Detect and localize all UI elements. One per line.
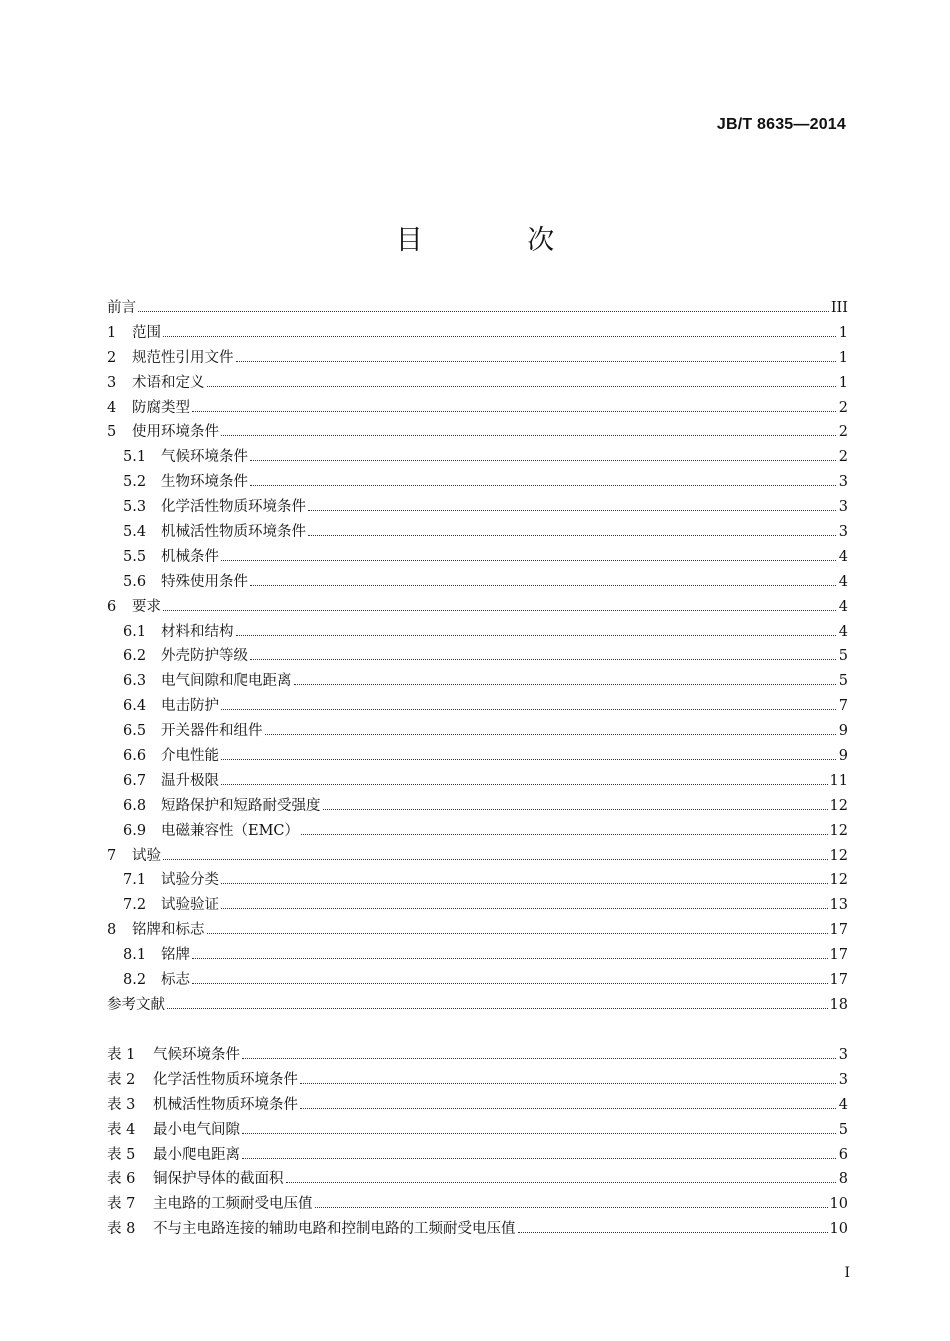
toc-entry[interactable] <box>107 371 848 396</box>
table-list-entry[interactable] <box>107 1167 848 1192</box>
entry-page: 11 <box>829 772 848 789</box>
entry-page: 12 <box>829 847 848 864</box>
entry-label: 铭牌和标志 <box>132 922 205 939</box>
dot-leader <box>221 784 828 785</box>
entry-page: 13 <box>829 897 848 914</box>
entry-page: 18 <box>829 996 848 1013</box>
entry-label: 规范性引用文件 <box>132 349 234 366</box>
dot-leader <box>221 560 836 561</box>
dot-leader <box>207 386 837 387</box>
toc-entry[interactable] <box>107 769 848 794</box>
entry-label: 要求 <box>132 598 161 615</box>
toc-entry[interactable] <box>107 545 848 570</box>
entry-label: 防腐类型 <box>132 399 190 416</box>
entry-number: 7.1 <box>123 872 147 889</box>
dot-leader <box>242 1133 836 1134</box>
entry-page: 3 <box>838 1047 848 1063</box>
entry-label: 铜保护导体的截面积 <box>153 1171 284 1188</box>
entry-page: 3 <box>838 499 848 516</box>
entry-number: 表 1 <box>107 1047 136 1063</box>
entry-label: 机械活性物质环境条件 <box>153 1096 298 1113</box>
toc-entry[interactable] <box>107 296 848 321</box>
entry-label: 气候环境条件 <box>153 1047 240 1063</box>
entry-number: 8.1 <box>123 947 147 964</box>
dot-leader <box>236 361 837 362</box>
dot-leader <box>242 1158 836 1159</box>
entry-number: 6.7 <box>123 772 147 789</box>
entry-label: 外壳防护等级 <box>161 648 248 665</box>
entry-page: 10 <box>829 1221 848 1238</box>
table-of-contents <box>107 296 848 1018</box>
dot-leader <box>323 809 828 810</box>
entry-number: 6 <box>107 598 117 615</box>
entry-label: 铭牌 <box>161 947 190 964</box>
dot-leader <box>207 933 828 934</box>
entry-number: 表 5 <box>107 1146 136 1163</box>
entry-page: 17 <box>829 922 848 939</box>
toc-entry[interactable] <box>107 669 848 694</box>
entry-page: 2 <box>838 399 848 416</box>
toc-entry[interactable] <box>107 620 848 645</box>
entry-page: 5 <box>838 1121 848 1138</box>
entry-page: 1 <box>838 349 848 366</box>
entry-page: 1 <box>838 324 848 341</box>
dot-leader <box>308 535 836 536</box>
entry-number: 表 6 <box>107 1171 136 1188</box>
dot-leader <box>286 1182 837 1183</box>
dot-leader <box>167 1008 828 1009</box>
entry-page: 8 <box>838 1171 848 1188</box>
entry-page: 12 <box>829 797 848 814</box>
entry-label: 最小爬电距离 <box>153 1146 240 1163</box>
toc-entry[interactable] <box>107 595 848 620</box>
entry-label: 前言 <box>107 300 136 316</box>
dot-leader <box>221 908 828 909</box>
entry-label: 机械活性物质环境条件 <box>161 524 306 541</box>
entry-page: 5 <box>838 673 848 690</box>
entry-label: 试验 <box>132 847 161 864</box>
entry-number: 6.5 <box>123 723 147 740</box>
entry-label: 介电性能 <box>161 748 219 765</box>
entry-number: 7 <box>107 847 117 864</box>
entry-label: 生物环境条件 <box>161 474 248 491</box>
table-list-entry[interactable] <box>107 1093 848 1118</box>
entry-page: 4 <box>838 623 848 640</box>
toc-entry[interactable] <box>107 445 848 470</box>
entry-page: 4 <box>838 1096 848 1113</box>
entry-page: 10 <box>829 1196 848 1213</box>
entry-label: 短路保护和短路耐受强度 <box>161 797 321 814</box>
dot-leader <box>221 759 836 760</box>
entry-page: 6 <box>838 1146 848 1163</box>
toc-entry[interactable] <box>107 918 848 943</box>
entry-page: 3 <box>838 1071 848 1088</box>
toc-entry[interactable] <box>107 943 848 968</box>
dot-leader <box>221 435 836 436</box>
toc-entry[interactable] <box>107 495 848 520</box>
entry-number: 6.9 <box>123 822 147 839</box>
dot-leader <box>250 460 836 461</box>
entry-label: 机械条件 <box>161 548 219 565</box>
list-of-tables <box>107 1043 848 1242</box>
entry-label: 电磁兼容性（EMC） <box>161 822 300 839</box>
toc-entry[interactable] <box>107 470 848 495</box>
entry-number: 表 2 <box>107 1071 136 1088</box>
toc-entry[interactable] <box>107 844 848 869</box>
dot-leader <box>294 684 837 685</box>
entry-number: 8.2 <box>123 972 147 989</box>
entry-number: 5.2 <box>123 474 147 491</box>
table-list-entry[interactable] <box>107 1217 848 1242</box>
entry-page: 9 <box>838 748 848 765</box>
entry-label: 化学活性物质环境条件 <box>161 499 306 516</box>
dot-leader <box>265 734 837 735</box>
entry-label: 特殊使用条件 <box>161 573 248 590</box>
toc-entry[interactable] <box>107 968 848 993</box>
entry-label: 试验分类 <box>161 872 219 889</box>
dot-leader <box>518 1232 828 1233</box>
entry-number: 6.1 <box>123 623 147 640</box>
entry-number: 表 8 <box>107 1221 136 1238</box>
toc-entry[interactable] <box>107 819 848 844</box>
table-list-entry[interactable] <box>107 1043 848 1068</box>
dot-leader <box>250 585 836 586</box>
dot-leader <box>163 610 836 611</box>
entry-number: 7.2 <box>123 897 147 914</box>
entry-label: 化学活性物质环境条件 <box>153 1071 298 1088</box>
table-list-entry[interactable] <box>107 1192 848 1217</box>
entry-number: 4 <box>107 399 117 416</box>
entry-page: 9 <box>838 723 848 740</box>
table-list-entry[interactable] <box>107 1068 848 1093</box>
dot-leader <box>163 336 836 337</box>
entry-number: 表 7 <box>107 1196 136 1213</box>
dot-leader <box>236 635 837 636</box>
entry-page: 17 <box>829 972 848 989</box>
page-title: 目 次 <box>395 225 603 256</box>
entry-label: 开关器件和组件 <box>161 723 263 740</box>
entry-page: 2 <box>838 449 848 466</box>
entry-number: 表 4 <box>107 1121 136 1138</box>
toc-entry[interactable] <box>107 744 848 769</box>
toc-entry[interactable] <box>107 893 848 918</box>
entry-label: 最小电气间隙 <box>153 1121 240 1138</box>
dot-leader <box>301 834 828 835</box>
entry-label: 术语和定义 <box>132 374 205 391</box>
entry-page: III <box>830 300 848 316</box>
dot-leader <box>300 1083 836 1084</box>
dot-leader <box>192 983 828 984</box>
entry-label: 试验验证 <box>161 897 219 914</box>
entry-number: 2 <box>107 349 117 366</box>
entry-number: 1 <box>107 324 117 341</box>
entry-page: 2 <box>838 424 848 441</box>
entry-label: 范围 <box>132 324 161 341</box>
entry-page: 4 <box>838 598 848 615</box>
dot-leader <box>308 510 836 511</box>
dot-leader <box>315 1207 828 1208</box>
dot-leader <box>221 883 828 884</box>
table-list-entry[interactable] <box>107 1143 848 1168</box>
entry-number: 5.1 <box>123 449 147 466</box>
dot-leader <box>250 485 836 486</box>
entry-label: 电气间隙和爬电距离 <box>161 673 292 690</box>
page-number: I <box>844 1265 850 1281</box>
entry-label: 温升极限 <box>161 772 219 789</box>
entry-number: 5.4 <box>123 524 147 541</box>
entry-page: 12 <box>829 822 848 839</box>
dot-leader <box>192 411 836 412</box>
entry-page: 4 <box>838 573 848 590</box>
toc-entry[interactable] <box>107 993 848 1018</box>
entry-label: 材料和结构 <box>161 623 234 640</box>
toc-entry[interactable] <box>107 694 848 719</box>
toc-entry[interactable] <box>107 794 848 819</box>
dot-leader <box>192 958 828 959</box>
toc-entry[interactable] <box>107 644 848 669</box>
dot-leader <box>250 659 836 660</box>
entry-number: 5.5 <box>123 548 147 565</box>
entry-page: 3 <box>838 524 848 541</box>
entry-page: 17 <box>829 947 848 964</box>
entry-number: 6.6 <box>123 748 147 765</box>
entry-page: 3 <box>838 474 848 491</box>
entry-number: 6.2 <box>123 648 147 665</box>
toc-entry[interactable] <box>107 420 848 445</box>
entry-page: 4 <box>838 548 848 565</box>
standard-code: JB/T 8635—2014 <box>716 116 846 133</box>
toc-entry[interactable] <box>107 321 848 346</box>
toc-entry[interactable] <box>107 346 848 371</box>
entry-label: 电击防护 <box>161 698 219 715</box>
entry-page: 1 <box>838 374 848 391</box>
toc-entry[interactable] <box>107 868 848 893</box>
table-list-entry[interactable] <box>107 1118 848 1143</box>
toc-entry[interactable] <box>107 520 848 545</box>
entry-number: 5.3 <box>123 499 147 516</box>
entry-label: 气候环境条件 <box>161 449 248 466</box>
entry-page: 5 <box>838 648 848 665</box>
toc-entry[interactable] <box>107 570 848 595</box>
dot-leader <box>138 311 829 312</box>
dot-leader <box>300 1108 836 1109</box>
entry-page: 12 <box>829 872 848 889</box>
entry-number: 表 3 <box>107 1096 136 1113</box>
entry-number: 5 <box>107 424 117 441</box>
entry-number: 3 <box>107 374 117 391</box>
entry-label: 不与主电路连接的辅助电路和控制电路的工频耐受电压值 <box>153 1221 516 1238</box>
entry-number: 6.8 <box>123 797 147 814</box>
toc-entry[interactable] <box>107 719 848 744</box>
entry-label: 标志 <box>161 972 190 989</box>
entry-number: 5.6 <box>123 573 147 590</box>
entry-label: 主电路的工频耐受电压值 <box>153 1196 313 1213</box>
entry-label: 使用环境条件 <box>132 424 219 441</box>
entry-number: 8 <box>107 922 117 939</box>
toc-entry[interactable] <box>107 396 848 421</box>
entry-label: 参考文献 <box>107 996 165 1013</box>
entry-number: 6.3 <box>123 673 147 690</box>
entry-page: 7 <box>838 698 848 715</box>
entry-number: 6.4 <box>123 698 147 715</box>
dot-leader <box>242 1058 836 1059</box>
dot-leader <box>221 709 836 710</box>
dot-leader <box>163 859 828 860</box>
